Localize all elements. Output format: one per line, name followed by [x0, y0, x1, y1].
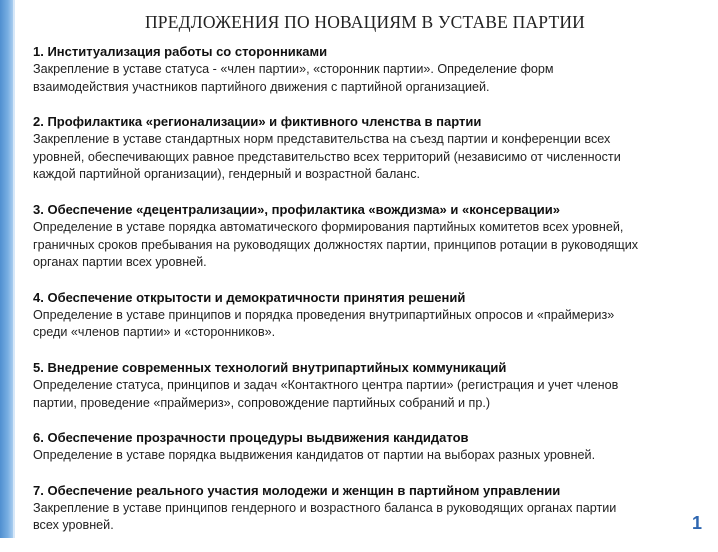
proposal-description [33, 377, 713, 412]
proposals-list [33, 43, 713, 552]
proposal-heading: 5. Внедрение современных технологий внутрипартийных коммуникаций [33, 359, 507, 375]
proposal-description [33, 61, 713, 96]
proposal-heading: 4. Обеспечение открытости и демократичности принятия решений [33, 289, 466, 305]
proposal-item-7 [33, 482, 713, 535]
proposal-description [33, 131, 713, 184]
description-line: Закрепление в уставе статуса - «член партии», «сторонник партии». Определение форм [33, 62, 554, 76]
proposal-description [33, 219, 713, 272]
proposal-item-5 [33, 359, 713, 412]
description-line: среди «членов партии» и «сторонников». [33, 325, 276, 340]
description-line: Определение в уставе порядка автоматического формирования партийных комитетов всех уровней, [33, 219, 624, 234]
description-line: граничных сроков пребывания на руководящих должностях партии, принципов ротации в руководящих [33, 237, 639, 252]
proposal-item-6 [33, 429, 713, 465]
left-accent-bar-edge [13, 0, 15, 538]
description-line: Закрепление в уставе принципов гендерного и возрастного баланса в руководящих органах партии [33, 500, 617, 515]
proposal-heading: 2. Профилактика «регионализации» и фиктивного членства в партии [33, 114, 482, 130]
description-line: Определение статуса, принципов и задач «Контактного центра партии» (регистрация и учет членов [33, 377, 619, 392]
proposal-item-2 [33, 113, 713, 184]
proposal-item-1 [33, 43, 713, 96]
proposal-description [33, 500, 713, 535]
proposal-heading: 7. Обеспечение реального участия молодежи и женщин в партийном управлении [33, 482, 561, 498]
proposal-item-4 [33, 289, 713, 342]
description-line: всех уровней. [33, 518, 114, 533]
description-line: уровней, обеспечивающих равное представительство всех территорий (независимо от численности [33, 149, 621, 164]
description-line: Определение в уставе принципов и порядка проведения внутрипартийных опросов и «праймериз» [33, 307, 615, 322]
proposal-heading: 6. Обеспечение прозрачности процедуры выдвижения кандидатов [33, 430, 469, 446]
page-number: 1 [691, 513, 702, 533]
proposal-heading: 1. Институализация работы со сторонниками [33, 44, 328, 59]
description-line: Определение в уставе порядка выдвижения кандидатов от партии на выборах разных уровней. [33, 448, 596, 463]
description-line: взаимодействия участников партийного движения с партийной организацией. [33, 79, 490, 94]
left-accent-bar [0, 0, 13, 538]
proposal-heading: 3. Обеспечение «децентрализации», профилактика «вождизма» и «консервации» [33, 201, 560, 217]
description-line: Закрепление в уставе стандартных норм представительства на съезд партии и конференции всех [33, 132, 611, 147]
proposal-item-3 [33, 201, 713, 272]
proposal-description [33, 307, 713, 342]
page-title: ПРЕДЛОЖЕНИЯ ПО НОВАЦИЯМ В УСТАВЕ ПАРТИИ [144, 12, 586, 32]
description-line: партии, проведение «праймериз», сопровождение партийных собраний и пр.) [33, 395, 491, 410]
description-line: каждой партийной организации), гендерный и возрастной баланс. [33, 167, 421, 182]
proposal-description [33, 447, 713, 465]
description-line: органах партии всех уровней. [33, 255, 207, 270]
